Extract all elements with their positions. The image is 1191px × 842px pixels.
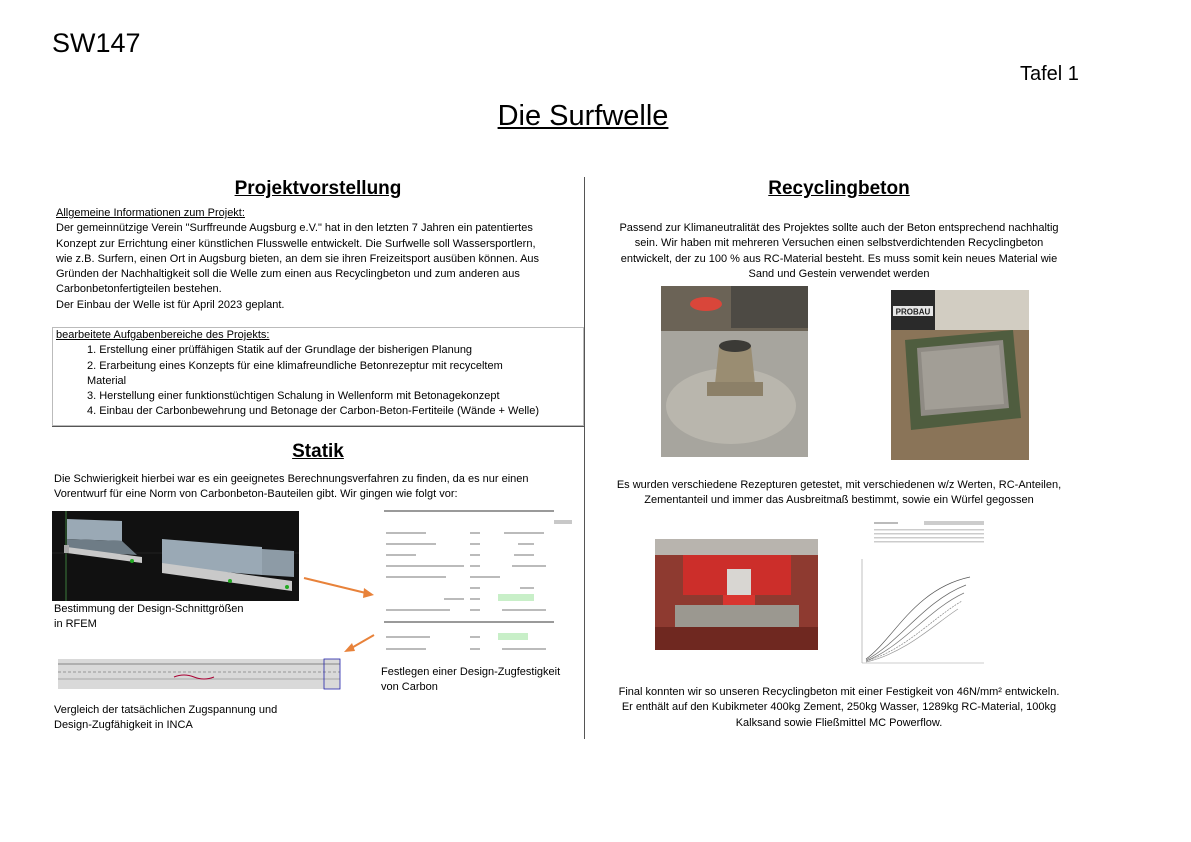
recycling-final-line: Final konnten wir so unseren Recyclingbeton mit einer Festigkeit von 46N/mm² entwickeln. xyxy=(618,686,1060,698)
recycling-intro-line: sein. Wir haben mit mehreren Versuchen einen selbstverdichtenden Recyclingbeton xyxy=(634,237,1044,250)
rfem-caption xyxy=(54,602,294,633)
carbon-table-screenshot xyxy=(384,508,576,656)
projekt-info xyxy=(56,206,582,313)
caption-line: in RFEM xyxy=(54,618,97,631)
recycling-middle xyxy=(586,478,1092,509)
caption-line: von Carbon xyxy=(381,681,438,694)
document-code: SW147 xyxy=(52,28,141,58)
info-title: Allgemeine Informationen zum Projekt: xyxy=(56,207,245,219)
projekt-heading: Projektvorstellung xyxy=(234,178,402,199)
carbon-caption xyxy=(381,665,581,696)
info-line: Gründen der Nachhaltigkeit soll die Welle zum einen aus Recyclingbeton und zum anderen aus xyxy=(56,268,520,281)
rfem-screenshot xyxy=(52,511,299,601)
recycling-middle-line: Zementanteil und immer das Ausbreitmaß bestimmt, sowie ein Würfel gegossen xyxy=(644,494,1034,507)
cube-mold-photo xyxy=(891,290,1029,460)
task-item: Material xyxy=(87,374,127,387)
arrow-icons xyxy=(300,570,380,660)
inca-screenshot xyxy=(54,655,354,693)
caption-line: Festlegen einer Design-Zugfestigkeit xyxy=(381,666,561,678)
statik-heading: Statik xyxy=(292,441,344,462)
caption-line: Design-Zugfähigkeit in INCA xyxy=(54,719,193,732)
recycling-intro xyxy=(586,221,1092,282)
statik-intro-line: Vorentwurf für eine Norm von Carbonbeton-Bauteilen gibt. Wir gingen wie folgt vor: xyxy=(54,488,458,501)
recycling-heading: Recyclingbeton xyxy=(768,178,910,199)
strength-curves-chart xyxy=(854,519,992,668)
info-line: Carbonbetonfertigteilen bestehen. xyxy=(56,283,222,296)
caption-line: Vergleich der tatsächlichen Zugspannung und xyxy=(54,704,278,716)
task-item: 4. Einbau der Carbonbewehrung und Betonage der Carbon-Beton-Fertiteile (Wände + Welle) xyxy=(87,405,539,418)
bucket-label: PROBAU xyxy=(895,307,931,317)
recycling-final-line: Er enthält auf den Kubikmeter 400kg Zement, 250kg Wasser, 1289kg RC-Material, 100kg xyxy=(621,701,1057,714)
tasks-title: bearbeitete Aufgabenbereiche des Projekts: xyxy=(56,329,270,341)
recycling-middle-line: Es wurden verschiedene Rezepturen getestet, mit verschiedenen w/z Werten, RC-Anteilen, xyxy=(616,479,1062,491)
statik-intro-line: Die Schwierigkeit hierbei war es ein geeignetes Berechnungsverfahren zu finden, da es nur einen xyxy=(54,473,529,485)
info-line: Der Einbau der Welle ist für April 2023 geplant. xyxy=(56,298,285,311)
page-title: Die Surfwelle xyxy=(497,100,669,132)
section-divider xyxy=(52,426,584,427)
task-item: 2. Erarbeitung eines Konzepts für eine klimafreundliche Betonrezeptur mit recyceltem xyxy=(87,359,503,372)
recycling-intro-line: Sand und Gestein verwendet werden xyxy=(748,267,930,280)
board-number: Tafel 1 xyxy=(1020,63,1079,85)
statik-intro xyxy=(54,472,582,503)
caption-line: Bestimmung der Design-Schnittgrößen xyxy=(54,603,244,615)
task-item: 3. Herstellung einer funktionstüchtigen Schalung in Wellenform mit Betonagekonzept xyxy=(87,390,500,403)
info-line: Der gemeinnützige Verein "Surffreunde Augsburg e.V." hat in den letzten 7 Jahren ein patentiertes xyxy=(56,222,533,235)
info-line: Konzept zur Errichtung einer künstlichen Flusswelle entwickelt. Die Surfwelle soll Wassersportlern, xyxy=(56,237,536,250)
recycling-intro-line: Passend zur Klimaneutralität des Projektes sollte auch der Beton entsprechend nachhaltig xyxy=(619,222,1059,234)
recycling-final xyxy=(586,685,1092,731)
recycling-final-line: Kalksand sowie Fließmittel MC Powerflow. xyxy=(735,716,943,729)
info-line: wie z.B. Surfern, einen Ort in Augsburg bieten, an dem sie ihren Freizeitsport ausüben können. Aus xyxy=(56,252,540,265)
task-item: 1. Erstellung einer prüffähigen Statik auf der Grundlage der bisherigen Planung xyxy=(87,344,473,357)
tasks-box xyxy=(52,327,584,426)
column-divider xyxy=(584,177,585,739)
inca-caption xyxy=(54,703,354,734)
recycling-intro-line: entwickelt, der zu 100 % aus RC-Material besteht. Es muss somit kein neues Material wie xyxy=(620,252,1058,265)
slump-test-photo xyxy=(661,286,808,457)
compression-press-photo xyxy=(655,539,818,650)
